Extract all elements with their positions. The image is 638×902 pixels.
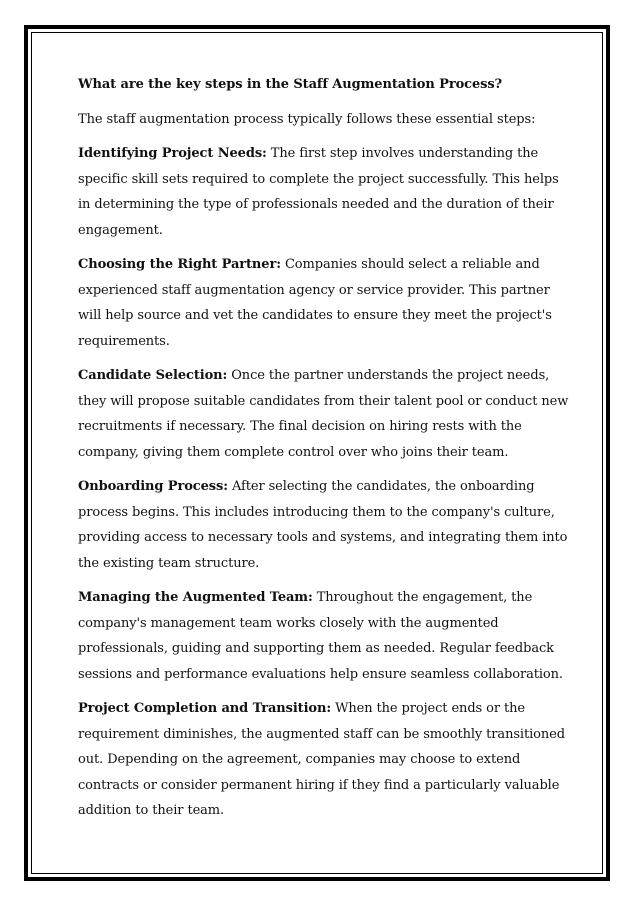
step-title: Managing the Augmented Team:: [78, 590, 313, 605]
step-text: After selecting the candidates, the onboarding process begins. This includes introducing them to the company's culture, providing access to necessary tools and systems, and integrating them into the existing team structure.: [78, 479, 568, 571]
step-title: Candidate Selection:: [78, 368, 228, 383]
document-body: [78, 72, 570, 833]
step-text: Companies should select a reliable and experienced staff augmentation agency or service provider. This partner will help source and vet the candidates to ensure they meet the project's requirements.: [78, 257, 552, 349]
step-title: Choosing the Right Partner:: [78, 257, 281, 272]
step-text: Once the partner understands the project needs, they will propose suitable candidates from their talent pool or conduct new recruitments if necessary. The final decision on hiring rests with the company, giving them complete control over who joins their team.: [78, 368, 569, 460]
step-paragraph-managing-team: [78, 585, 570, 687]
step-text: The first step involves understanding the specific skill sets required to complete the project successfully. This helps in determining the type of professionals needed and the duration of their engagement.: [78, 146, 559, 238]
step-paragraph-completion: [78, 696, 570, 824]
section-heading: What are the key steps in the Staff Augmentation Process?: [78, 77, 503, 92]
intro-paragraph: The staff augmentation process typically follows these essential steps:: [78, 111, 536, 127]
step-paragraph-candidate-selection: [78, 363, 570, 465]
step-title: Project Completion and Transition:: [78, 701, 332, 716]
step-title: Identifying Project Needs:: [78, 146, 267, 161]
step-title: Onboarding Process:: [78, 479, 228, 494]
step-text: When the project ends or the requirement diminishes, the augmented staff can be smoothly transitioned out. Depending on the agreement, companies may choose to extend contracts or consider permanent hiring if they find a particularly valuable addition to their team.: [78, 701, 565, 818]
step-paragraph-identifying-needs: [78, 141, 570, 243]
step-paragraph-choosing-partner: [78, 252, 570, 354]
step-text: Throughout the engagement, the company's management team works closely with the augmented professionals, guiding and supporting them as needed. Regular feedback sessions and performance evaluations help ensure seamless collaboration.: [78, 590, 563, 682]
step-paragraph-onboarding: [78, 474, 570, 576]
